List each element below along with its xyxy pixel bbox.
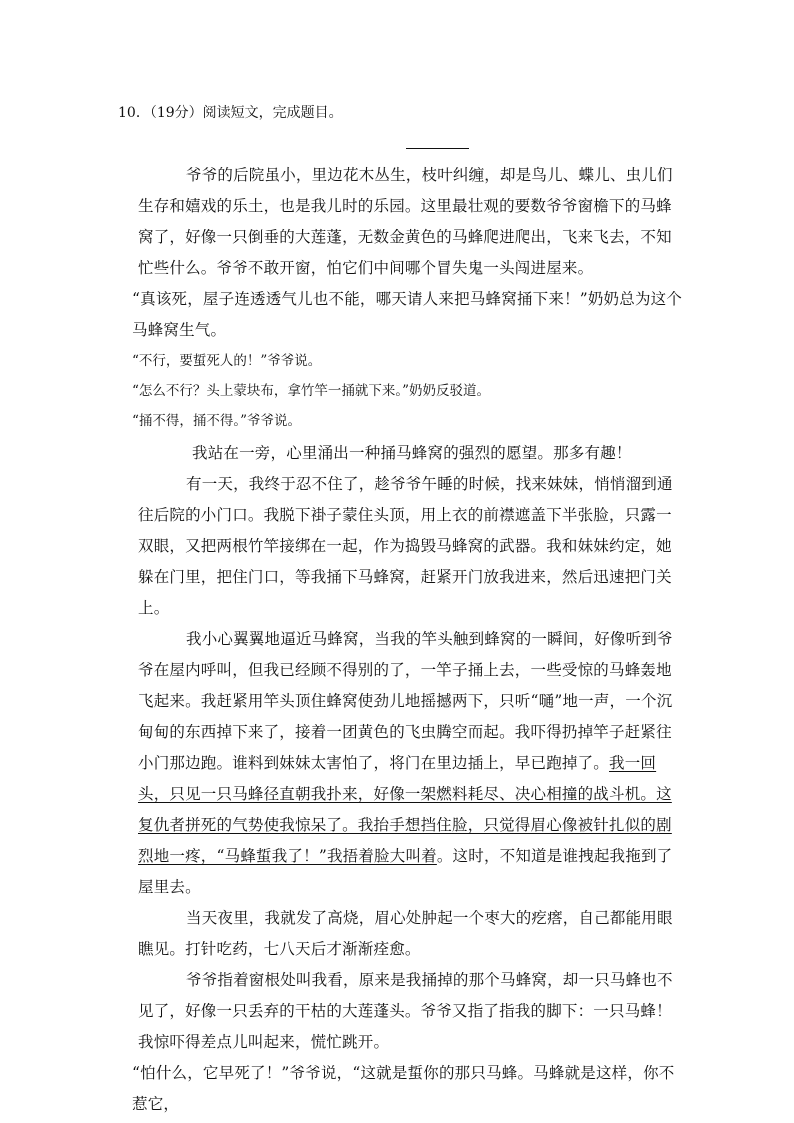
paragraph-7: 有一天，我终于忍不住了，趁爷爷午睡的时候，找来妹妹，悄悄溜到通往后院的小门口。我脱下褂子蒙住头顶，用上衣的前襟遮盖下半张脸，只露一双眼，又把两根竹竿接绑在一起，作为捣毁马蜂窝的武器。我和妹妹约定，她躲在门里，把住门口，等我捅下马蜂窝，赶紧开门放我进来，然后迅速把门关上。: [138, 475, 673, 617]
paragraph-4: “怎么不行？头上蒙块布，拿竹竿一捅就下来。”奶奶反驳道。: [132, 383, 491, 399]
paragraph-1: 爷爷的后院虽小，里边花木丛生，枝叶纠缠，却是鸟儿、蝶儿、虫儿们生存和嬉戏的乐土，也是我儿时的乐园。这里最壮观的要数爷爷窗檐下的马蜂窝了，好像一只倒垂的大莲蓬，无数金黄色的马蜂爬进爬出，飞来飞去，不知忙些什么。爷爷不敢开窗，怕它们中间哪个冒失鬼一头闯进屋来。: [138, 166, 673, 277]
paragraph-5: “捅不得，捅不得。”爷爷说。: [132, 413, 302, 429]
paragraph-8: [138, 624, 683, 903]
paragraph-8-part-1: 我小心翼翼地逼近马蜂窝，当我的竿头触到蜂窝的一瞬间，好像听到爷爷在屋内呼叫，但我已经顾不得别的了，一竿子捅上去，一些受惊的马蜂轰地飞起来。我赶紧用竿头顶住蜂窝使劲儿地摇撼两下，只听“嗵”地一声，一个沉甸甸的东西掉下来了，接着一团黄色的飞虫腾空而起。我吓得扔掉竿子赶紧往小门那边跑。谁料到妹妹太害怕了，将门在里边插上，早已跑掉了。: [138, 630, 673, 772]
paragraph-10: 爷爷指着窗根处叫我看，原来是我捅掉的那个马蜂窝，却一只马蜂也不见了，好像一只丢弃的干枯的大莲蓬头。爷爷又指了指我的脚下：一只马蜂！我惊吓得差点儿叫起来，慌忙跳开。: [138, 971, 673, 1051]
passage: [132, 160, 683, 1120]
paragraph-3: “不行，要蜇死人的！”爷爷说。: [132, 353, 322, 369]
paragraph-6: 我站在一旁，心里涌出一种捅马蜂窝的强烈的愿望。那多有趣！: [192, 444, 632, 462]
question-header: 10．（19分）阅读短文，完成题目。: [118, 105, 343, 121]
title-blank-line: [406, 148, 469, 149]
paragraph-11: “怕什么，它早死了！”爷爷说，“这就是蜇你的那只马蜂。马蜂就是这样，你不惹它，: [132, 1064, 675, 1113]
paragraph-8-part-2: 。这时，不知道是谁拽起我拖到了屋里去。: [138, 847, 673, 896]
paragraph-9: 当天夜里，我就发了高烧，眉心处肿起一个枣大的疙瘩，自己都能用眼瞧见。打针吃药，七八天后才渐渐痊愈。: [138, 909, 673, 958]
paragraph-2: “真该死，屋子连透透气儿也不能，哪天请人来把马蜂窝捅下来！”奶奶总为这个马蜂窝生气。: [132, 290, 683, 339]
underlined-sentence: 我一回头，只见一只马蜂径直朝我扑来，好像一架燃料耗尽、决心相撞的战斗机。这复仇者拼死的气势使我惊呆了。我抬手想挡住脸，只觉得眉心像被针扎似的剧烈地一疼，“马蜂蜇我了！”我捂着脸大叫着: [138, 754, 672, 865]
